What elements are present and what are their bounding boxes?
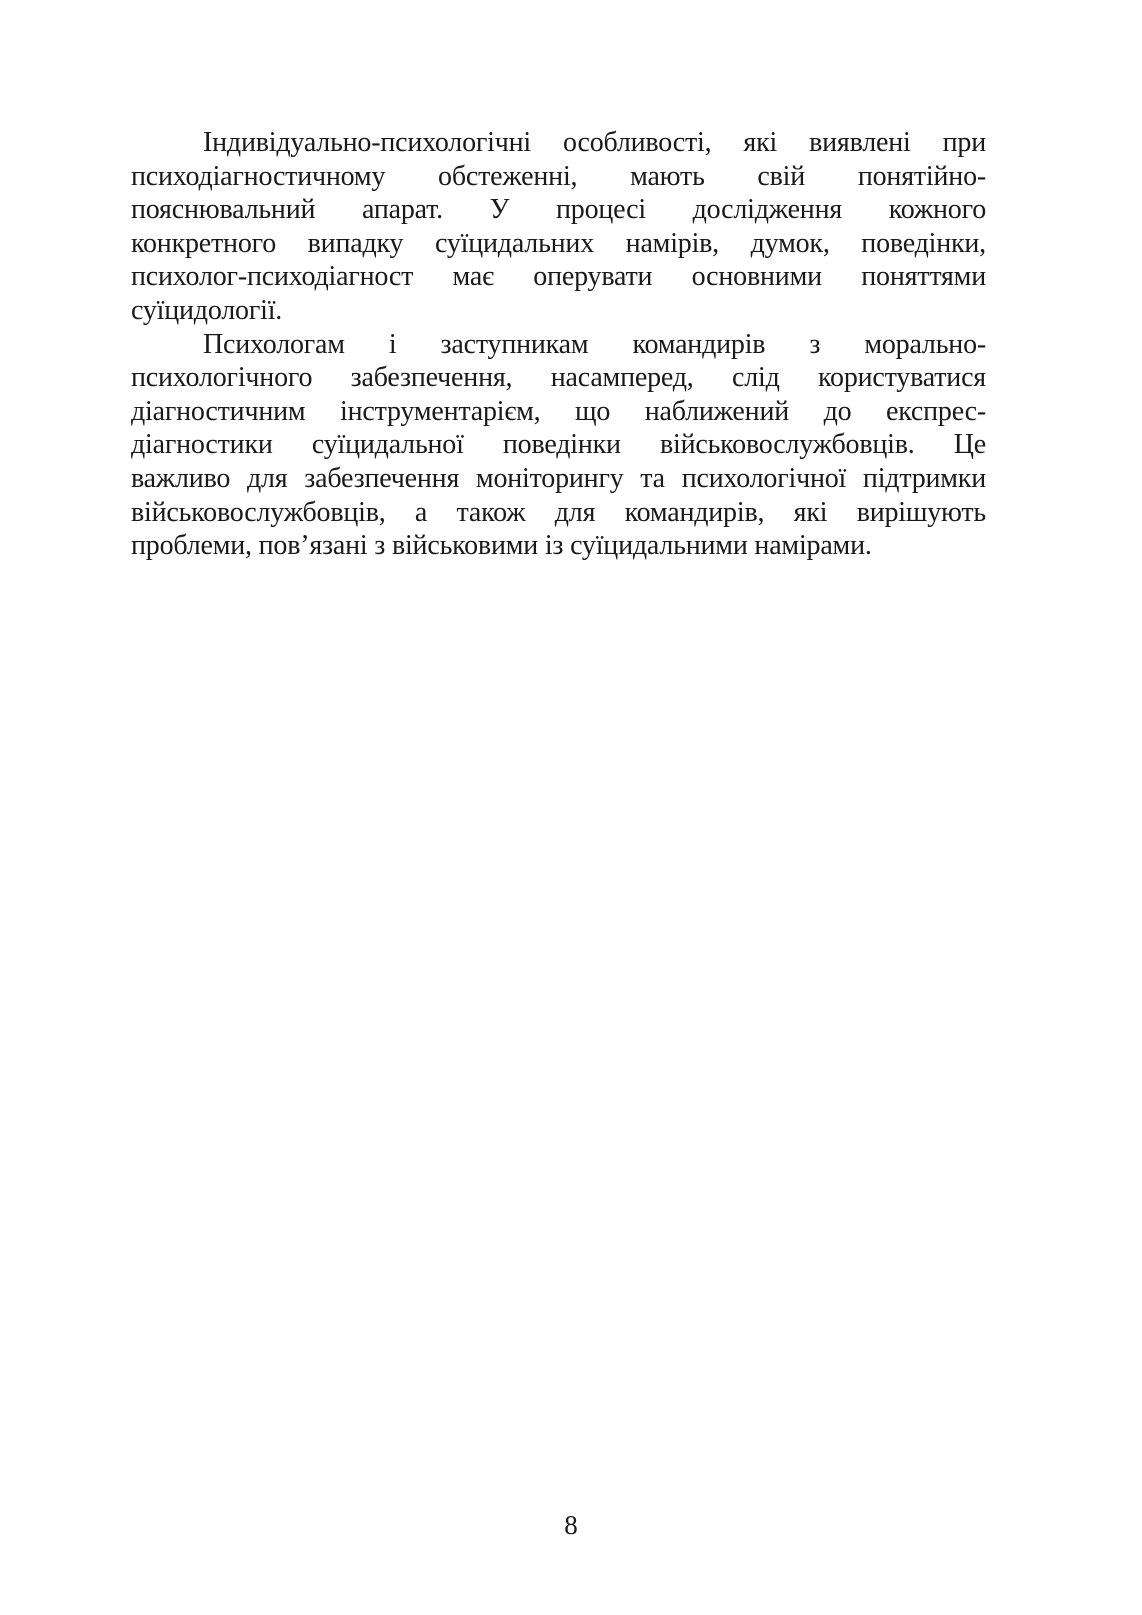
text-line: пояснювальний апарат. У процесі дослідження кожного bbox=[131, 194, 986, 226]
page-number: 8 bbox=[564, 1510, 578, 1540]
text-line: Індивідуально-психологічні особливості, які виявлені при bbox=[203, 127, 986, 158]
text-line: важливо для забезпечення моніторингу та психологічної підтримки bbox=[131, 462, 986, 494]
text-line: діагностики суїцидальної поведінки військовослужбовців. Це bbox=[131, 429, 986, 461]
text-line: суїцидології. bbox=[131, 294, 283, 326]
body-text bbox=[131, 126, 986, 563]
text-line: Психологам і заступникам командирів з морально- bbox=[203, 328, 986, 360]
paragraph-2 bbox=[131, 328, 986, 563]
text-line: психолог-психодіагност має оперувати основними поняттями bbox=[131, 261, 986, 293]
text-line: діагностичним інструментарієм, що наближений до експрес- bbox=[131, 395, 986, 427]
text-line: проблеми, пов’язані з військовими із суїцидальними намірами. bbox=[131, 530, 872, 562]
text-line: військовослужбовців, а також для командирів, які вирішують bbox=[131, 496, 986, 528]
text-line: конкретного випадку суїцидальних намірів, думок, поведінки, bbox=[131, 227, 986, 259]
paragraph-1 bbox=[131, 126, 986, 328]
text-line: психологічного забезпечення, насамперед, слід користуватися bbox=[131, 362, 986, 394]
text-line: психодіагностичному обстеженні, мають свій понятійно- bbox=[131, 160, 986, 192]
